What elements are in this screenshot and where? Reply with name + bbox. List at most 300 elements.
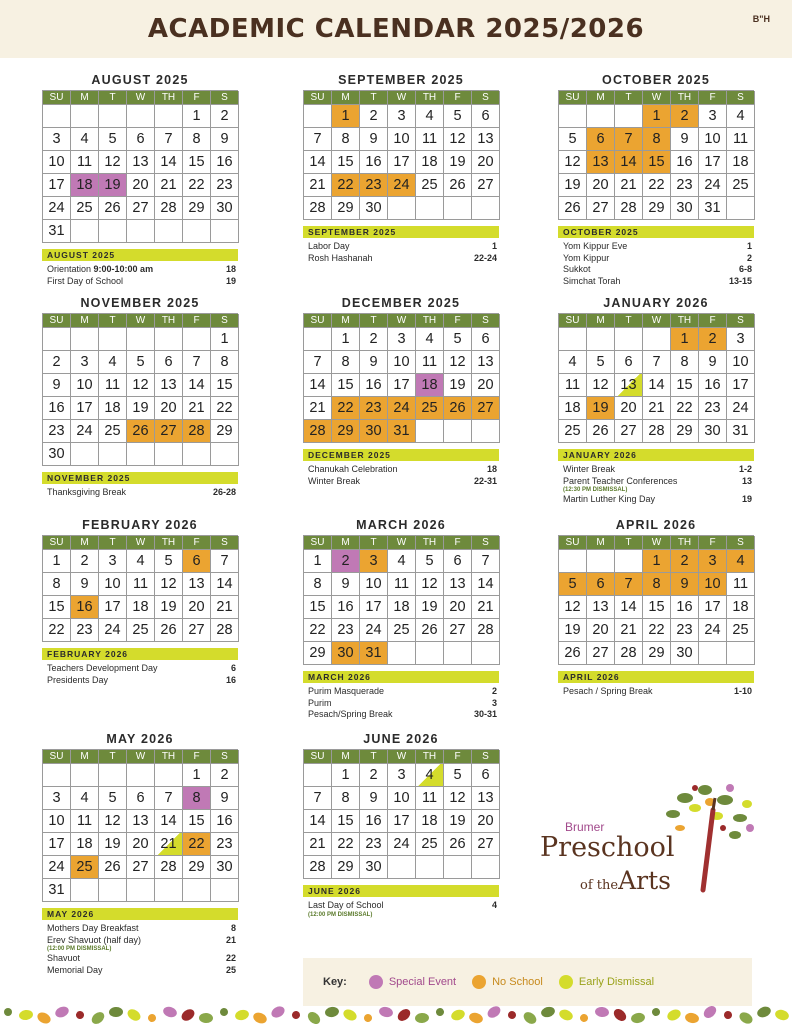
leaf-icon	[269, 1004, 286, 1020]
day-cell: 16	[332, 596, 360, 619]
weekday-header: W	[388, 750, 416, 764]
day-cell: 5	[416, 550, 444, 573]
event-name	[47, 276, 123, 288]
leaf-icon	[2, 1006, 13, 1017]
event-date: 13-15	[728, 275, 752, 286]
day-cell: 30	[211, 856, 239, 879]
day-cell: 29	[183, 197, 211, 220]
weekday-header: S	[211, 750, 239, 764]
day-cell: 20	[183, 596, 211, 619]
day-cell: 23	[360, 174, 388, 197]
day-cell: 8	[43, 573, 71, 596]
empty-cell	[183, 879, 211, 902]
day-cell: 21	[472, 596, 500, 619]
empty-cell	[388, 642, 416, 665]
weekday-header: W	[127, 536, 155, 550]
day-cell: 14	[304, 374, 332, 397]
day-cell: 25	[71, 856, 99, 879]
empty-cell	[472, 856, 500, 879]
day-cell: 28	[183, 420, 211, 443]
key-special-event	[369, 975, 456, 989]
weekday-header: TH	[671, 536, 699, 550]
day-cell: 2	[43, 351, 71, 374]
empty-cell	[183, 328, 211, 351]
day-cell: 3	[388, 764, 416, 787]
weekday-header: TH	[416, 750, 444, 764]
day-cell: 13	[472, 787, 500, 810]
day-cell: 7	[304, 128, 332, 151]
day-cell: 9	[43, 374, 71, 397]
day-cell: 3	[388, 328, 416, 351]
weekday-header: T	[615, 91, 643, 105]
day-cell: 2	[332, 550, 360, 573]
leaf-icon	[395, 1007, 412, 1024]
empty-cell	[615, 328, 643, 351]
day-cell: 7	[211, 550, 239, 573]
leaf-icon	[109, 1007, 124, 1018]
day-cell: 4	[71, 787, 99, 810]
leaf-icon	[54, 1005, 71, 1020]
event-name	[308, 709, 393, 721]
day-cell: 25	[416, 174, 444, 197]
weekday-header: M	[332, 91, 360, 105]
weekday-header: S	[727, 314, 755, 328]
empty-cell	[211, 443, 239, 466]
weekday-header: F	[444, 750, 472, 764]
day-cell: 25	[99, 420, 127, 443]
weekday-header: SU	[43, 750, 71, 764]
day-cell: 10	[99, 573, 127, 596]
page-title: ACADEMIC CALENDAR 2025/2026	[147, 14, 645, 44]
event-row	[303, 900, 499, 912]
day-cell: 17	[99, 596, 127, 619]
leaf-icon	[774, 1008, 790, 1021]
day-cell: 10	[388, 128, 416, 151]
weekday-header: W	[127, 91, 155, 105]
event-note: (12:00 PM DISMISSAL)	[308, 911, 373, 918]
month-title: JUNE 2026	[363, 732, 439, 746]
day-cell: 30	[699, 420, 727, 443]
day-cell: 27	[472, 397, 500, 420]
month-title: OCTOBER 2025	[602, 73, 710, 87]
day-cell: 7	[183, 351, 211, 374]
empty-cell	[127, 443, 155, 466]
empty-cell	[472, 642, 500, 665]
empty-cell	[444, 420, 472, 443]
weekday-header: W	[643, 314, 671, 328]
day-cell: 16	[671, 596, 699, 619]
empty-cell	[155, 220, 183, 243]
day-cell: 12	[416, 573, 444, 596]
empty-cell	[43, 328, 71, 351]
day-cell: 13	[155, 374, 183, 397]
event-row	[558, 464, 754, 476]
weekday-header: S	[472, 536, 500, 550]
day-cell: 12	[559, 151, 587, 174]
empty-cell	[127, 328, 155, 351]
event-date: 2	[746, 252, 752, 263]
event-name-text: Shavuot	[47, 953, 81, 963]
day-cell: 13	[444, 573, 472, 596]
empty-cell	[155, 443, 183, 466]
event-row	[42, 276, 238, 288]
empty-cell	[71, 443, 99, 466]
event-row	[558, 494, 754, 506]
empty-cell	[444, 197, 472, 220]
weekday-header: M	[71, 536, 99, 550]
day-cell: 21	[615, 174, 643, 197]
day-cell: 8	[332, 787, 360, 810]
leaf-icon	[199, 1013, 213, 1023]
logo-arts	[580, 866, 671, 895]
event-date: 22-31	[473, 475, 497, 486]
empty-cell	[444, 642, 472, 665]
empty-cell	[127, 764, 155, 787]
day-cell: 6	[127, 787, 155, 810]
day-cell: 18	[388, 596, 416, 619]
day-cell: 9	[211, 128, 239, 151]
day-cell: 17	[727, 374, 755, 397]
empty-cell	[155, 879, 183, 902]
day-cell: 30	[360, 197, 388, 220]
day-cell: 5	[559, 573, 587, 596]
event-name-text: Erev Shavuot (half day)	[47, 934, 142, 945]
weekday-header: W	[388, 314, 416, 328]
day-cell: 27	[472, 833, 500, 856]
day-cell: 17	[43, 174, 71, 197]
events-list	[303, 464, 499, 487]
day-cell: 4	[416, 105, 444, 128]
empty-cell	[643, 328, 671, 351]
day-cell: 28	[304, 197, 332, 220]
day-cell: 15	[211, 374, 239, 397]
weekday-header: T	[360, 750, 388, 764]
day-cell: 21	[155, 833, 183, 856]
leaf-icon	[579, 1013, 590, 1024]
weekday-header: SU	[559, 91, 587, 105]
day-cell: 26	[444, 174, 472, 197]
day-cell: 10	[43, 810, 71, 833]
event-date: 3	[491, 697, 497, 708]
day-cell: 7	[472, 550, 500, 573]
day-cell: 24	[43, 856, 71, 879]
day-cell: 4	[727, 105, 755, 128]
weekday-header: F	[444, 314, 472, 328]
weekday-header: S	[472, 314, 500, 328]
day-cell: 17	[43, 833, 71, 856]
empty-cell	[388, 197, 416, 220]
day-cell: 23	[699, 397, 727, 420]
day-cell: 4	[559, 351, 587, 374]
day-cell: 7	[155, 128, 183, 151]
event-row	[42, 487, 238, 499]
events-list	[303, 686, 499, 721]
leaf-icon	[324, 1006, 339, 1018]
day-cell: 19	[587, 397, 615, 420]
legend-key	[303, 958, 752, 1006]
events-list	[42, 264, 238, 287]
day-cell: 9	[332, 573, 360, 596]
day-cell: 29	[304, 642, 332, 665]
leaf-icon	[521, 1010, 538, 1024]
day-cell: 7	[615, 573, 643, 596]
day-cell: 2	[211, 105, 239, 128]
day-cell: 17	[699, 151, 727, 174]
event-row	[303, 686, 499, 698]
empty-cell	[559, 550, 587, 573]
month-title: MARCH 2026	[356, 518, 446, 532]
month-grid	[42, 749, 238, 902]
day-cell: 31	[727, 420, 755, 443]
leaf-icon	[305, 1010, 322, 1024]
day-cell: 25	[727, 174, 755, 197]
empty-cell	[416, 642, 444, 665]
day-cell: 20	[472, 810, 500, 833]
event-name	[47, 675, 108, 687]
weekday-header: T	[99, 91, 127, 105]
day-cell: 15	[43, 596, 71, 619]
month-title: SEPTEMBER 2025	[338, 73, 464, 87]
weekday-header: SU	[304, 750, 332, 764]
event-name	[47, 264, 153, 276]
day-cell: 28	[615, 642, 643, 665]
day-cell: 8	[643, 573, 671, 596]
event-row	[303, 709, 499, 721]
day-cell: 19	[99, 174, 127, 197]
day-cell: 3	[699, 105, 727, 128]
day-cell: 20	[127, 833, 155, 856]
leaf-icon	[485, 1004, 502, 1020]
event-name-text: Last Day of School	[308, 900, 384, 910]
leaf-border-icon	[0, 1000, 792, 1024]
event-name-text: Memorial Day	[47, 964, 103, 975]
key-special-event-label: Special Event	[388, 976, 457, 988]
month-calendar	[558, 73, 754, 287]
empty-cell	[587, 328, 615, 351]
leaf-icon	[595, 1006, 610, 1017]
day-cell: 30	[360, 856, 388, 879]
day-cell: 24	[699, 174, 727, 197]
month-title: MAY 2026	[106, 732, 174, 746]
leaf-icon	[434, 1006, 445, 1017]
day-cell: 12	[587, 374, 615, 397]
weekday-header: M	[71, 91, 99, 105]
day-cell: 27	[472, 174, 500, 197]
events-list	[303, 900, 499, 919]
day-cell: 14	[472, 573, 500, 596]
day-cell: 21	[211, 596, 239, 619]
event-row	[303, 464, 499, 476]
day-cell: 17	[360, 596, 388, 619]
day-cell: 18	[99, 397, 127, 420]
leaf-icon	[179, 1007, 196, 1023]
empty-cell	[211, 879, 239, 902]
day-cell: 22	[43, 619, 71, 642]
weekday-header: SU	[559, 536, 587, 550]
event-name-text: Pesach/Spring Break	[308, 709, 393, 719]
day-cell: 19	[127, 397, 155, 420]
day-cell: 7	[304, 351, 332, 374]
weekday-header: F	[183, 314, 211, 328]
day-cell: 12	[99, 151, 127, 174]
day-cell: 29	[643, 197, 671, 220]
day-cell: 19	[444, 151, 472, 174]
month-events-bar: JANUARY 2026	[558, 449, 754, 461]
event-row	[558, 686, 754, 698]
day-cell: 11	[559, 374, 587, 397]
empty-cell	[127, 105, 155, 128]
empty-cell	[304, 328, 332, 351]
day-cell: 8	[183, 787, 211, 810]
day-cell: 13	[587, 596, 615, 619]
leaf-icon	[18, 1009, 33, 1021]
day-cell: 9	[671, 573, 699, 596]
day-cell: 21	[304, 397, 332, 420]
weekday-header: T	[99, 750, 127, 764]
leaf-icon	[630, 1012, 646, 1024]
month-calendar	[42, 73, 238, 287]
event-name-text: Yom Kippur	[563, 252, 610, 263]
month-title: AUGUST 2025	[91, 73, 189, 87]
event-row	[42, 965, 238, 977]
empty-cell	[211, 220, 239, 243]
event-name	[563, 241, 627, 253]
day-cell: 26	[99, 197, 127, 220]
day-cell: 4	[388, 550, 416, 573]
event-name-text: Thanksgiving Break	[47, 487, 127, 497]
day-cell: 17	[388, 374, 416, 397]
day-cell: 8	[332, 128, 360, 151]
leaf-icon	[162, 1005, 178, 1019]
day-cell: 26	[99, 856, 127, 879]
day-cell: 30	[43, 443, 71, 466]
day-cell: 2	[71, 550, 99, 573]
day-cell: 2	[671, 550, 699, 573]
weekday-header: W	[127, 314, 155, 328]
day-cell: 1	[643, 550, 671, 573]
day-cell: 10	[388, 787, 416, 810]
empty-cell	[127, 879, 155, 902]
day-cell: 11	[416, 787, 444, 810]
day-cell: 2	[360, 105, 388, 128]
event-date: 1-2	[738, 464, 752, 474]
day-cell: 10	[388, 351, 416, 374]
day-cell: 29	[332, 856, 360, 879]
day-cell: 22	[183, 174, 211, 197]
day-cell: 9	[699, 351, 727, 374]
empty-cell	[559, 105, 587, 128]
day-cell: 18	[416, 374, 444, 397]
day-cell: 11	[127, 573, 155, 596]
empty-cell	[388, 856, 416, 879]
event-row	[558, 264, 754, 276]
day-cell: 6	[444, 550, 472, 573]
day-cell: 10	[71, 374, 99, 397]
leaf-icon	[292, 1011, 301, 1020]
month-calendar	[42, 518, 238, 686]
event-name-text: Sukkot	[563, 264, 591, 274]
weekday-header: TH	[155, 536, 183, 550]
day-cell: 4	[127, 550, 155, 573]
day-cell: 22	[332, 833, 360, 856]
day-cell: 17	[388, 151, 416, 174]
weekday-header: M	[71, 314, 99, 328]
day-cell: 16	[671, 151, 699, 174]
day-cell: 21	[155, 174, 183, 197]
weekday-header: TH	[671, 314, 699, 328]
day-cell: 6	[127, 128, 155, 151]
empty-cell	[416, 420, 444, 443]
month-events-bar: NOVEMBER 2025	[42, 472, 238, 484]
day-cell: 29	[183, 856, 211, 879]
weekday-header: F	[444, 91, 472, 105]
weekday-header: M	[587, 536, 615, 550]
day-cell: 12	[559, 596, 587, 619]
weekday-header: SU	[559, 314, 587, 328]
month-calendar	[303, 732, 499, 919]
event-date: 1-10	[733, 686, 752, 696]
leaf-icon	[701, 1004, 718, 1021]
event-name	[308, 698, 332, 710]
day-cell: 18	[727, 596, 755, 619]
day-cell: 8	[304, 573, 332, 596]
day-cell: 6	[472, 105, 500, 128]
month-grid	[303, 535, 499, 665]
day-cell: 30	[332, 642, 360, 665]
empty-cell	[304, 764, 332, 787]
day-cell: 27	[587, 642, 615, 665]
event-row	[42, 264, 238, 276]
day-cell: 28	[304, 420, 332, 443]
empty-cell	[99, 328, 127, 351]
day-cell: 19	[444, 374, 472, 397]
key-no-school	[472, 975, 543, 989]
leaf-icon	[125, 1007, 142, 1023]
weekday-header: TH	[155, 91, 183, 105]
day-cell: 26	[444, 397, 472, 420]
event-name	[308, 464, 398, 476]
weekday-header: S	[727, 536, 755, 550]
day-cell: 21	[615, 619, 643, 642]
events-list	[42, 487, 238, 499]
event-note: (12:00 PM DISMISSAL)	[47, 946, 112, 952]
day-cell: 29	[332, 197, 360, 220]
day-cell: 6	[472, 328, 500, 351]
day-cell: 15	[183, 151, 211, 174]
day-cell: 5	[99, 787, 127, 810]
day-cell: 31	[388, 420, 416, 443]
weekday-header: SU	[43, 536, 71, 550]
month-grid	[42, 535, 238, 642]
events-list	[42, 663, 238, 686]
weekday-header: T	[615, 536, 643, 550]
logo-brumer: Brumer	[565, 820, 605, 834]
day-cell: 3	[388, 105, 416, 128]
weekday-header: F	[183, 536, 211, 550]
empty-cell	[472, 420, 500, 443]
event-name-text: Pesach / Spring Break	[563, 686, 653, 696]
day-cell: 19	[99, 833, 127, 856]
event-date: 26-28	[212, 487, 236, 497]
day-cell: 8	[211, 351, 239, 374]
day-cell: 15	[643, 596, 671, 619]
day-cell: 17	[699, 596, 727, 619]
leaf-icon	[508, 1011, 516, 1019]
day-cell: 10	[360, 573, 388, 596]
event-date: 1	[491, 241, 497, 251]
day-cell: 4	[71, 128, 99, 151]
day-cell: 19	[416, 596, 444, 619]
